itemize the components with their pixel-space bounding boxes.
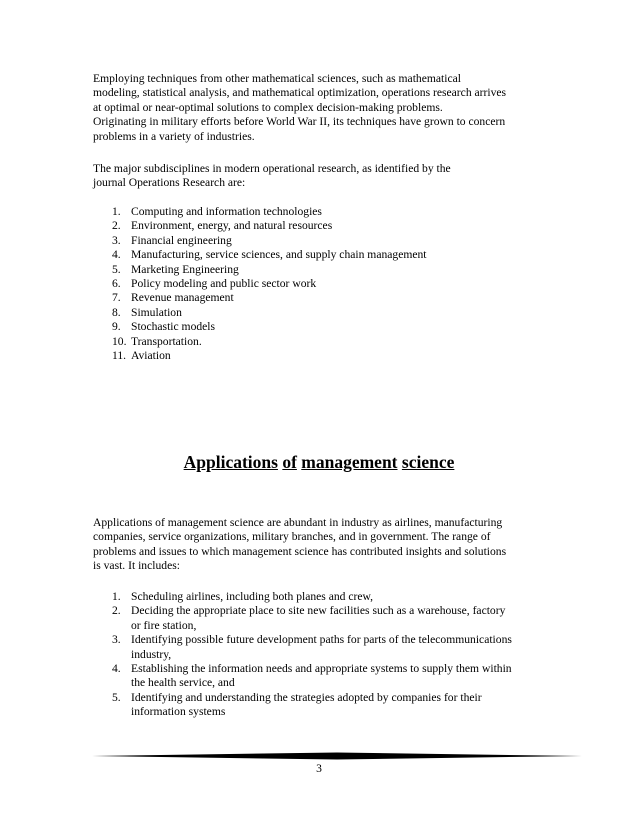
list-item-number: 6. [112,277,121,291]
list-item-text: Stochastic models [131,320,216,334]
subdisciplines-intro-paragraph [93,162,563,191]
list-item-text: Policy modeling and public sector work [131,277,317,291]
heading-word: science [401,452,455,472]
list-item [112,320,427,334]
intro-paragraph [93,72,563,144]
list-item-text: Marketing Engineering [131,262,239,276]
list-item-text: Identifying and understanding the strategies adopted by companies for their [131,690,482,704]
heading-word: of [282,452,297,472]
list-item-number: 1. [112,590,121,603]
list-item-number: 5. [112,262,121,276]
list-item [112,633,512,662]
list-item-number: 3. [112,633,121,647]
applications-intro-line: companies, service organizations, military branches, and in government. The range of [93,530,491,544]
list-item [112,263,427,277]
list-item-text: Revenue management [131,291,234,305]
list-item-continuation: information systems [131,705,226,719]
list-item [112,349,427,363]
list-item [112,335,427,349]
list-item-text: Transportation. [131,334,202,348]
footer-divider [92,752,582,760]
list-item-text: Establishing the information needs and appropriate systems to supply them within [131,662,512,676]
list-item-text: Financial engineering [131,233,232,247]
applications-intro-paragraph [93,516,563,574]
applications-intro-line: problems and issues to which management science has contributed insights and solutions [93,544,507,558]
list-item-text: Deciding the appropriate place to site new facilities such as a warehouse, factory [131,604,506,618]
list-item [112,306,427,320]
list-item-number: 4. [112,662,121,676]
list-item-number: 8. [112,305,121,319]
list-item-number: 2. [112,604,121,618]
list-item-text: Scheduling airlines, including both planes and crew, [131,590,374,603]
intro-line: at optimal or near-optimal solutions to complex decision-making problems. [93,100,443,114]
list-item-number: 11. [112,349,127,363]
list-item-text: Environment, energy, and natural resources [131,219,333,233]
applications-intro-line: is vast. It includes: [93,559,180,573]
list-item-continuation: industry, [131,647,172,661]
list-item [112,219,427,233]
applications-intro-line: Applications of management science are abundant in industry as airlines, manufacturing [93,516,503,529]
list-item [112,277,427,291]
heading-word: management [301,452,398,472]
list-item [112,205,427,219]
list-item [112,590,512,604]
applications-list [112,590,512,720]
list-item [112,291,427,305]
subdisciplines-list [112,205,427,363]
section-heading [0,452,638,473]
subdisciplines-intro-line: The major subdisciplines in modern operational research, as identified by the [93,162,451,175]
list-item-text: Computing and information technologies [131,205,322,218]
page-number: 3 [316,762,322,775]
list-item [112,662,512,691]
list-item [112,248,427,262]
list-item-number: 10. [112,334,127,348]
list-item-text: Simulation [131,305,182,319]
list-item-text: Aviation [131,349,171,363]
footer-divider-shape [92,753,582,760]
list-item-number: 9. [112,320,121,334]
intro-line: Employing techniques from other mathematical sciences, such as mathematical [93,72,461,85]
list-item-number: 3. [112,233,121,247]
list-item-number: 5. [112,690,121,704]
list-item-continuation: the health service, and [131,676,235,690]
list-item [112,604,512,633]
list-item-text: Identifying possible future development paths for parts of the telecommunications [131,633,512,647]
list-item-continuation: or fire station, [131,618,197,632]
list-item-number: 2. [112,219,121,233]
list-item-number: 1. [112,205,121,218]
list-item-number: 7. [112,291,121,305]
list-item [112,234,427,248]
intro-line: problems in a variety of industries. [93,129,255,143]
heading-word: Applications [183,452,278,472]
intro-line: modeling, statistical analysis, and mathematical optimization, operations research arrives [93,86,507,100]
subdisciplines-intro-line: journal Operations Research are: [93,176,246,190]
list-item-text: Manufacturing, service sciences, and supply chain management [131,248,427,262]
list-item [112,691,512,720]
list-item-number: 4. [112,248,121,262]
intro-line: Originating in military efforts before World War II, its techniques have grown to concern [93,115,506,129]
